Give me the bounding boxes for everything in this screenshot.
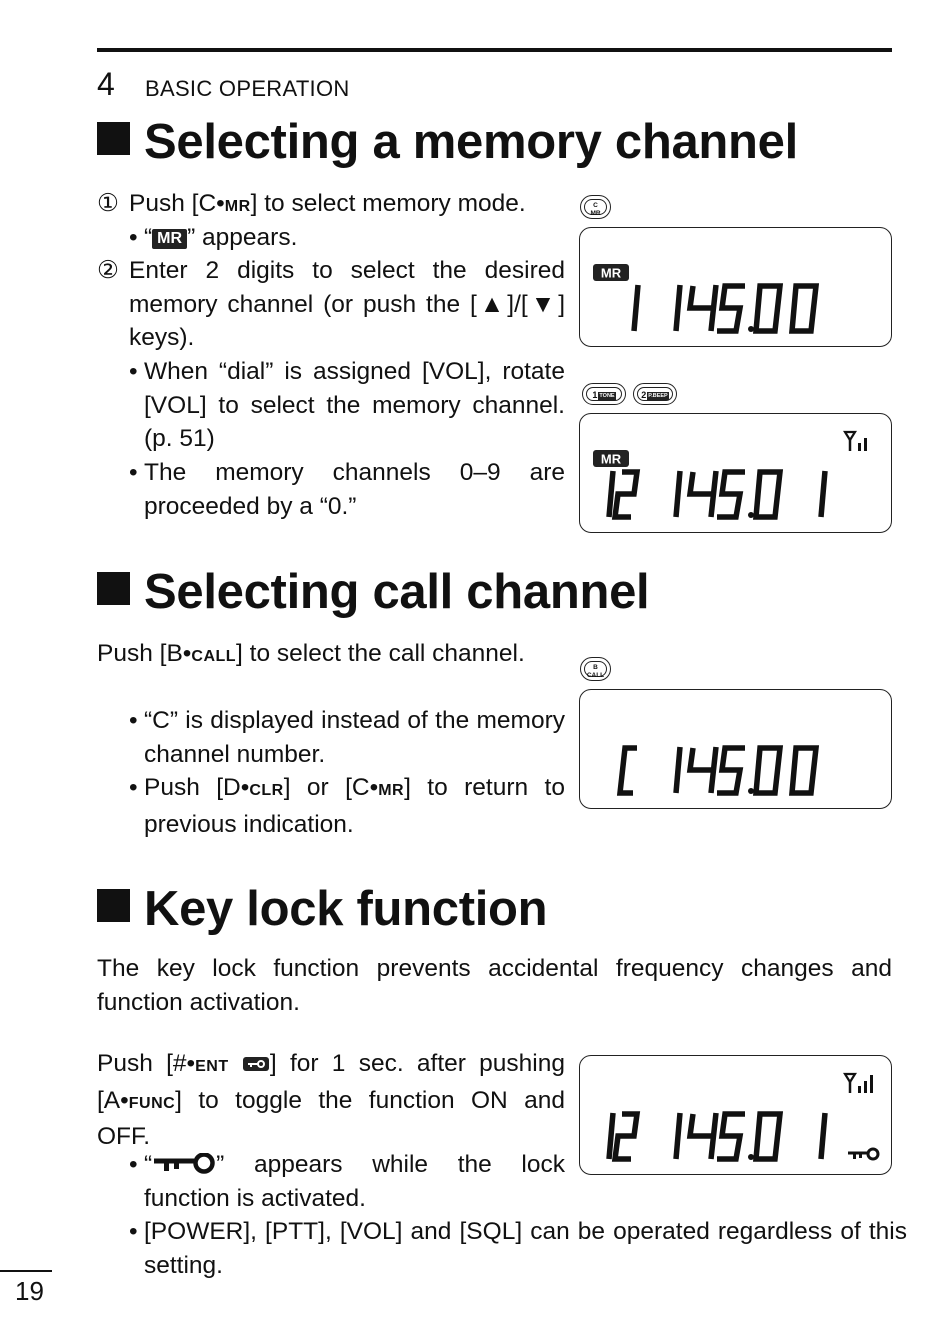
heading-square-icon bbox=[97, 572, 130, 605]
chapter-title: BASIC OPERATION bbox=[145, 76, 350, 101]
tone-key-icon: 1 TONE bbox=[582, 383, 626, 405]
c-mr-key-icon: C MR bbox=[580, 195, 611, 219]
key-lock-push-text: Push [#•ENT ] for 1 sec. after pushing [A•FUNC] to toggle the function ON and OFF. bbox=[97, 1050, 565, 1151]
key-lock-icon bbox=[152, 1153, 216, 1175]
step-1-marker: ① bbox=[97, 190, 119, 217]
key-lock-bullet-icon-appears: • “ ” appears while the lock function is activated. bbox=[129, 1151, 565, 1212]
signal-strength-icon bbox=[845, 432, 867, 451]
lcd-digits-12-145-01 bbox=[609, 1113, 825, 1160]
lcd-display-memory-12 bbox=[579, 413, 892, 533]
lcd-digits-12-145-01 bbox=[609, 471, 825, 518]
call-bullet-c-displayed: • “C” is displayed instead of the memory channel number. bbox=[129, 707, 565, 768]
lcd-key-lock-icon bbox=[848, 1149, 878, 1159]
lcd-display-memory bbox=[579, 227, 892, 347]
step-2-text: Enter 2 digits to select the desired memory channel (or push the [▲]/[▼] keys). bbox=[129, 257, 565, 352]
lcd-mr-indicator-text: MR bbox=[600, 451, 622, 467]
key-lock-bullet-operable-keys: • [POWER], [PTT], [VOL] and [SQL] can be operated regardless of this setting. bbox=[129, 1218, 907, 1279]
lcd-display-key-lock bbox=[579, 1055, 892, 1175]
page-number-rule bbox=[0, 1270, 52, 1272]
memory-bullet-channels: • The memory channels 0–9 are proceeded by a “0.” bbox=[129, 459, 565, 520]
lcd-mr-indicator-text: MR bbox=[600, 265, 622, 281]
chapter-number: 4 bbox=[97, 66, 115, 102]
pbeep-key-icon: 2 P.BEEP bbox=[633, 383, 677, 405]
key-lock-small-icon bbox=[242, 1056, 270, 1072]
b-call-key-icon: B CALL bbox=[580, 657, 611, 681]
heading-square-icon bbox=[97, 122, 130, 155]
memory-bullet-dial: • When “dial” is assigned [VOL], rotate [VOL] to select the memory channel. (p. 51) bbox=[129, 358, 565, 453]
lcd-display-call bbox=[579, 689, 892, 809]
step-2-marker: ② bbox=[97, 257, 119, 284]
mr-indicator-icon: MR bbox=[152, 229, 187, 249]
call-bullet-return: • Push [D•CLR] or [C•MR] to return to previous indication. bbox=[129, 774, 565, 838]
step-1-bullet: • “ MR ” appears. bbox=[129, 224, 298, 251]
signal-strength-icon bbox=[845, 1074, 873, 1093]
lcd-digits-1-145-00 bbox=[634, 285, 816, 332]
section-heading-key-lock: Key lock function bbox=[97, 880, 547, 938]
step-1-text: Push [C•MR] to select memory mode. bbox=[129, 190, 526, 217]
page-number: 19 bbox=[15, 1276, 44, 1306]
section-heading-call-channel: Selecting call channel bbox=[97, 563, 649, 621]
call-intro-text: Push [B•CALL] to select the call channel. bbox=[97, 640, 525, 667]
top-rule bbox=[97, 48, 892, 52]
lcd-digits-c-145-00 bbox=[620, 747, 816, 794]
key-lock-intro: The key lock function prevents accidental frequency changes and function activation. bbox=[97, 955, 892, 1016]
section-heading-memory-channel: Selecting a memory channel bbox=[97, 113, 798, 171]
heading-square-icon bbox=[97, 889, 130, 922]
